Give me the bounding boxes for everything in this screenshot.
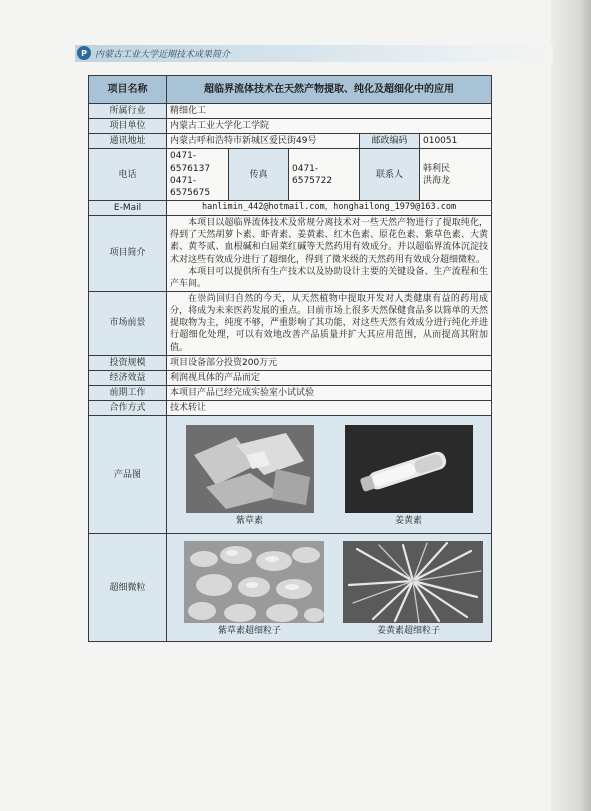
- micro-caption-2: 姜黄素超细粒子: [377, 625, 441, 636]
- contact-2: 洪海龙: [423, 175, 451, 186]
- page-edge: [551, 0, 591, 811]
- product-image-shikonin: [184, 425, 316, 527]
- product-caption-2: 姜黄素: [395, 515, 423, 526]
- market-value: [167, 291, 492, 355]
- coop-label: 合作方式: [89, 401, 167, 416]
- project-table: [88, 75, 492, 642]
- phone-1: 0471-6576137: [170, 151, 211, 174]
- contact-label: 联系人: [360, 149, 420, 201]
- address-value: 内蒙古呼和浩特市新城区爱民街49号: [167, 134, 360, 149]
- product-caption-1: 紫草素: [235, 515, 263, 526]
- prework-value: 本项目产品已经完成实验室小试试验: [167, 385, 492, 400]
- market-label: 市场前景: [89, 291, 167, 355]
- market-paragraph: 在崇尚回归自然的今天，从天然植物中提取开发对人类健康有益的药用成分，将成为未来医药发展的重点。目前市场上很多天然保健食品多以简单的天然提取物为主，纯度不够，严重影响了其功能，对这些天然有效成分进行纯化并进行超细化处理，可以有效地改善产品质量并扩大其应用范围，从而提高其附加值。: [170, 293, 489, 353]
- invest-value: 项目设备部分投资200万元: [167, 355, 492, 370]
- micro-image-curcumin: [343, 541, 475, 637]
- product-label: 产品图: [89, 416, 167, 534]
- phone-label: 电话: [89, 149, 167, 201]
- vial-photo-image: [345, 425, 473, 513]
- header-logo-icon: P: [77, 46, 91, 60]
- unit-value: 内蒙古工业大学化工学院: [167, 119, 492, 134]
- micro-image-shikonin: [184, 541, 316, 637]
- contact-1: 韩利民: [423, 163, 451, 174]
- needle-crystal-micrograph-image: [343, 541, 483, 623]
- intro-paragraph-1: 本项目以超临界流体技术及常规分离技术对一些天然产物进行了提取纯化，得到了天然胡萝卜素、虾青素、姜黄素、红木色素、原花色素、紫草色素、大黄素、黄芩贰、血根碱和白屈菜红碱等天然药用有效成分。并以超临界流体沉淀技术对这些有效成分进行了超细化，得到了微米级的天然药用有效成分超细微粒。: [170, 218, 489, 265]
- invest-label: 投资规模: [89, 355, 167, 370]
- phone-2: 0471-6575675: [170, 175, 211, 198]
- benefit-label: 经济效益: [89, 370, 167, 385]
- micro-images: [167, 534, 492, 642]
- prework-label: 前期工作: [89, 385, 167, 400]
- product-image-curcumin: [343, 425, 475, 527]
- fax-value: 0471-6575722: [289, 149, 360, 201]
- particle-micrograph-image: [184, 541, 324, 623]
- contact-value: [420, 149, 492, 201]
- project-label: 项目名称: [89, 76, 167, 104]
- micro-label: 超细微粒: [89, 534, 167, 642]
- address-label: 通讯地址: [89, 134, 167, 149]
- postcode-value: 010051: [420, 134, 492, 149]
- email-value: hanlimin_442@hotmail.com，honghailong_1979@163.com: [167, 200, 492, 215]
- unit-label: 项目单位: [89, 119, 167, 134]
- product-images: [167, 416, 492, 534]
- project-name: 超临界流体技术在天然产物提取、纯化及超细化中的应用: [167, 76, 492, 104]
- industry-label: 所属行业: [89, 104, 167, 119]
- intro-value: [167, 216, 492, 292]
- crystal-micrograph-image: [186, 425, 314, 513]
- intro-paragraph-2: 本项目可以提供所有生产技术以及协助设计主要的关键设备、生产流程和生产车间。: [170, 266, 489, 289]
- postcode-label: 邮政编码: [360, 134, 420, 149]
- title-row: [89, 76, 492, 104]
- fax-label: 传真: [229, 149, 289, 201]
- industry-value: 精细化工: [167, 104, 492, 119]
- coop-value: 技术转让: [167, 401, 492, 416]
- benefit-value: 利润视具体的产品而定: [167, 370, 492, 385]
- phone-value: [167, 149, 229, 201]
- email-label: E-Mail: [89, 200, 167, 215]
- micro-caption-1: 紫草素超细粒子: [217, 625, 281, 636]
- intro-label: 项目简介: [89, 216, 167, 292]
- header-title: 内蒙古工业大学近期技术成果简介: [95, 50, 231, 60]
